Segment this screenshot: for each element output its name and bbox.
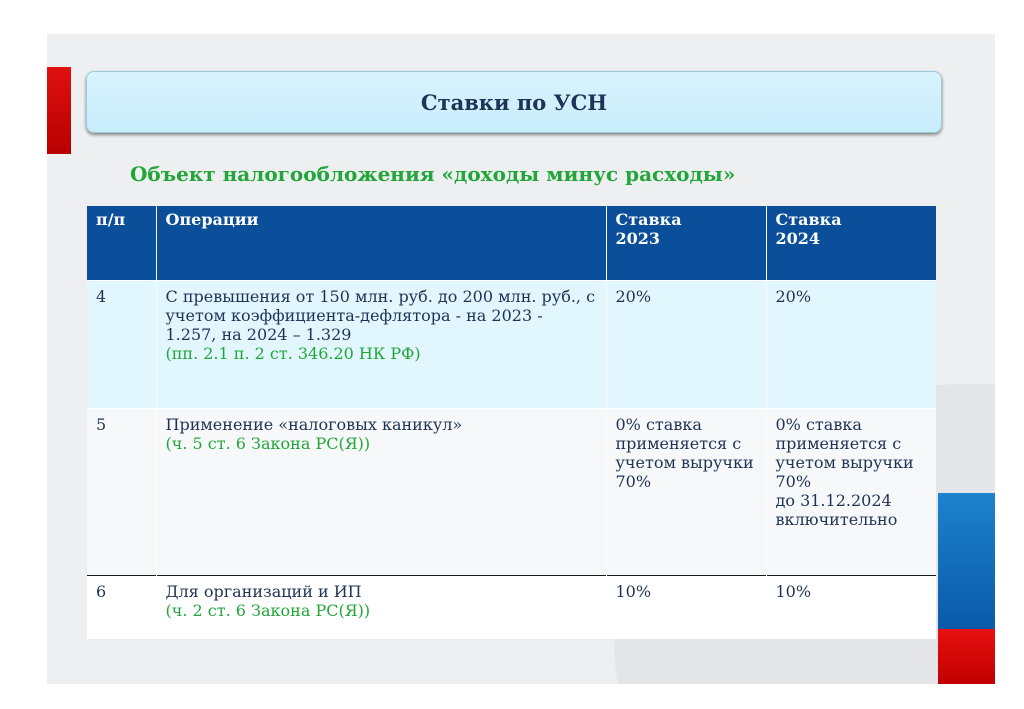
- row-rate-2023: 0% ставка применяется с учетом выручки 70%: [606, 409, 766, 576]
- row-rate-2024: 0% ставка применяется с учетом выручки 70% до 31.12.2024 включительно: [766, 409, 936, 576]
- page-title: Ставки по УСН: [420, 89, 608, 115]
- row-rate-2023: 10%: [606, 576, 766, 640]
- header-num: п/п: [87, 206, 156, 281]
- row-reference: (пп. 2.1 п. 2 ст. 346.20 НК РФ): [165, 344, 421, 363]
- header-rate-2024: Ставка 2024: [766, 206, 936, 281]
- decorative-red-bar-right: [938, 629, 995, 684]
- row-operation-cell: [156, 281, 606, 409]
- table-header-row: [87, 206, 936, 281]
- table-row: [87, 409, 936, 576]
- decorative-red-bar-left: [47, 67, 71, 154]
- header-rate-2023: Ставка 2023: [606, 206, 766, 281]
- row-reference: (ч. 2 ст. 6 Закона РС(Я)): [165, 601, 371, 620]
- row-num: 6: [87, 576, 156, 640]
- row-rate-2024: 10%: [766, 576, 936, 640]
- row-operation-cell: [156, 409, 606, 576]
- row-rate-2024: 20%: [766, 281, 936, 409]
- subtitle: Объект налогообложения «доходы минус расходы»: [130, 162, 736, 186]
- row-operation: Применение «налоговых каникул»: [165, 415, 463, 434]
- row-operation-cell: [156, 576, 606, 640]
- row-rate-2023: 20%: [606, 281, 766, 409]
- header-operation: Операции: [156, 206, 606, 281]
- table-row: [87, 576, 936, 640]
- row-reference: (ч. 5 ст. 6 Закона РС(Я)): [165, 434, 371, 453]
- tax-rates-table: [87, 206, 936, 639]
- decorative-blue-bar-right: [938, 493, 995, 629]
- row-operation: С превышения от 150 млн. руб. до 200 млн. руб., с учетом коэффициента-дефлятора - на 2023 - 1.257, на 2024 – 1.329: [165, 287, 596, 344]
- table-row: [87, 281, 936, 409]
- row-operation: Для организаций и ИП: [165, 582, 362, 601]
- row-num: 5: [87, 409, 156, 576]
- title-banner: [86, 71, 942, 133]
- row-num: 4: [87, 281, 156, 409]
